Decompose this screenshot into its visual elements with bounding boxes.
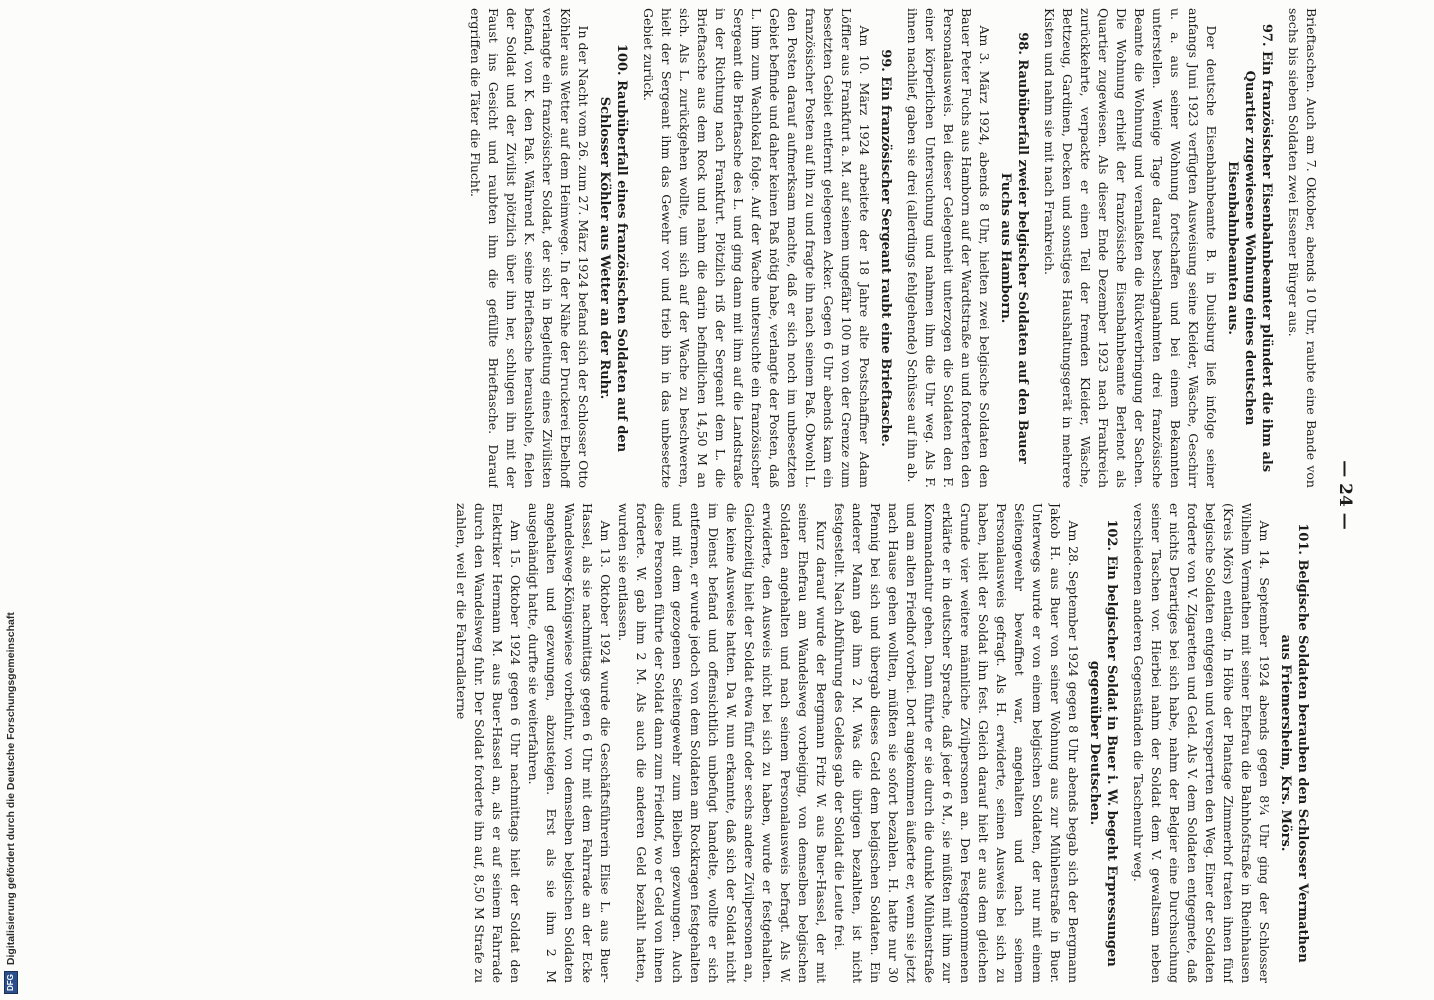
section-heading-101: 101. Belgische Soldaten berauben den Schlosser Vermathen aus Friemersheim, Krs. Mörs. — [1278, 523, 1310, 963]
digitization-stamp — [4, 504, 18, 994]
section-100 — [466, 8, 630, 488]
section-97-paragraph: Der deutsche Eisenbahnbeamte B. in Duisburg ließ infolge seiner anfangs Juni 1923 verfügten Ausweisung seine Kleider, Wäsche, Geschirr u. a. aus seiner Wohnung fortschaffen und bei einem Bekannten unterstellen. Wenige Tage darauf beschlagnahmten drei französische Beamte die Wohnung und veranlaßten die Rückverbringung der Sachen. Die Wohnung erhielt der französische Eisenbahnbeamte Berlenot als Quartier zugewiesen. Als dieser Ende Dezember 1923 nach Frankreich zurückkehrte, verpackte er einen Teil der fremden Kleider, Wäsche, Bettzeug, Gardinen, Decken und sonstiges Haushaltungsgerät in mehrere Kisten und nahm sie mit nach Frankreich. — [1042, 8, 1219, 488]
digitization-stamp-text: Digitalisierung gefördert durch die Deutsche Forschungsgemeinschaft — [5, 612, 17, 966]
dfg-logo-icon: DFG — [4, 971, 18, 994]
section-heading-97: 97. Ein französischer Eisenbahnbeamter plündert die ihm als Quartier zugewiesene Wohnung eines deutschen Eisenbahnbeamten aus. — [1225, 23, 1274, 473]
section-102-paragraph-4: Am 15. Oktober 1924 gegen 6 Uhr nachmittags hielt der Soldat den Elektriker Hermann M. aus Buer-Hassel an, als er auf seinem Fahrrade durch den Wandelsweg fuhr. Der Soldat forderte ihn auf, 8,50 M Strafe zu zahlen, weil er die Fahrradlaterne — [454, 503, 523, 983]
section-102-paragraph-2: Kurz darauf wurde der Bergmann Fritz W. aus Buer-Hassel, der mit seiner Ehefrau am Wandelsweg vorbeiging, von demselben belgischen Soldaten angehalten und nach seinem Personalausweis befragt. Als W. erwiderte, den Ausweis nicht bei sich zu haben, wurde er festgehalten. Gleichzeitig hielt der Soldat etwa fünf oder sechs andere Zivilpersonen an, die keine Ausweise hatten. Da W. nun erkannte, daß sich der Soldat nicht im Dienst befand und offensichtlich unbefugt handelte, wollte er sich entfernen, er wurde jedoch von dem Soldaten am Rockkragen festgehalten und mit dem gezogenen Seitengewehr zum Bleiben gezwungen. Auch diese Personen führte der Soldat dann zum Friedhof, wo er Geld von ihnen forderte. W. gab ihm 2 M. Als auch die anderen Geld bezahlt hatten, wurden sie entlassen. — [616, 503, 829, 983]
section-98 — [903, 8, 1031, 488]
page-number: — 24 — — [1335, 460, 1355, 530]
section-heading-99: 99. Ein französischer Sergeant raubt eine Brieftasche. — [878, 49, 893, 447]
section-100-paragraph: In der Nacht vom 26. zum 27. März 1924 befand sich der Schlosser Otto Köhler aus Wetter auf dem Heimwege. In der Nähe der Druckerei Ebelhoff verlangte ein französischer Soldat, der sich in Begleitung eines Zivilisten befand, von K. den Paß. Während K. seine Brieftasche herausholte, fielen der Soldat und der Zivilist plötzlich über ihn her, schlugen ihn mit der Faust ins Gesicht und raubten ihm die gefüllte Brieftasche. Darauf ergriffen die Täter die Flucht. — [468, 8, 591, 488]
section-98-paragraph: Am 3. März 1924, abends 8 Uhr, hielten zwei belgische Soldaten den Bauer Peter Fuchs aus Hamborn auf der Wardtstraße an und forderten den Personalausweis. Bei dieser Gelegenheit unterzogen die Soldaten den F. einer körperlichen Untersuchung und nahmen ihm die Uhr weg. Als F. ihnen nachlief, gaben sie drei (allerdings fehlgehende) Schüsse auf ihn ab. — [905, 8, 992, 488]
section-101-paragraph: Am 14. September 1924 abends gegen 8¼ Uhr ging der Schlosser Wilhelm Vermathen mit seiner Ehefrau die Bahnhofstraße in Rheinhausen (Kreis Mörs) entlang. In Höhe der Plantage Zimmerhof traten ihnen fünf belgische Soldaten entgegen und versperrten den Weg. Einer der Soldaten forderte von V. Zigaretten und Geld. Als V. dem Soldaten entgegnete, daß er nichts Derartiges bei sich habe, nahm der Belgier eine Durchsuchung seiner Taschen vor. Hierbei nahm der Soldat dem V. gewaltsam neben verschiedenen anderen Gegenständen die Taschenuhr weg. — [1131, 503, 1272, 983]
left-column — [165, 8, 1320, 488]
section-99 — [639, 8, 894, 488]
continuation-paragraph: Brieftaschen. Auch am 7. Oktober, abends 10 Uhr, raubte eine Bande von sechs bis sieben Soldaten zwei Essener Bürger aus. — [1286, 8, 1319, 488]
section-97 — [1040, 8, 1275, 488]
section-101 — [1129, 503, 1311, 983]
section-heading-102: 102. Ein belgischer Soldat in Buer i. W. begeht Erpressungen gegenüber Deutschen. — [1087, 519, 1119, 967]
right-column — [165, 503, 1320, 983]
section-heading-100: 100. Raubüberfall eines französischen Soldaten auf den Schlosser Köhler aus Wetter an der Ruhr. — [597, 43, 629, 453]
section-heading-98: 98. Raubüberfall zweier belgischer Soldaten auf den Bauer Fuchs aus Hamborn. — [998, 32, 1030, 464]
section-102 — [452, 503, 1120, 983]
section-102-paragraph-3: Am 13. Oktober 1924 wurde die Geschäftsführerin Elise L. aus Buer-Hassel, als sie nachmittags gegen 6 Uhr mit dem Fahrrade an der Ecke Wandelsweg-Königswiese vorbeifuhr, von demselben belgischen Soldaten angehalten und gezwungen, abzusteigen. Erst als sie ihm 2 M ausgehändigt hatte, durfte sie weiterfahren. — [526, 503, 613, 983]
section-99-paragraph: Am 10. März 1924 arbeitete der 18 Jahre alte Postschaffner Adam Löffler aus Frankfurt a. M. auf seinem ungefähr 100 m von der Grenze zum besetzten Gebiet entfernt gelegenen Acker. Gegen 6 Uhr abends kam ein französischer Posten auf ihn zu und fragte ihn nach seinem Paß. Obwohl L. den Posten darauf aufmerksam machte, daß er sich noch im unbesetzten Gebiet befinde und daher keinen Paß nötig habe, verlangte der Posten, daß L. ihm zum Wachlokal folge. Auf der Wache untersuchte ein französischer Sergeant die Brieftasche des L. und ging dann mit ihm auf die Landstraße in der Richtung nach Frankfurt. Plötzlich riß der Sergeant dem L. die Brieftasche aus dem Rock und nahm die darin befindlichen 14,50 M an sich. Als L. zurückgehen wollte, um sich auf der Wache zu beschweren, hielt der Sergeant ihm das Gewehr vor und trieb ihn in das unbesetzte Gebiet zurück. — [641, 8, 872, 488]
section-102-paragraph-1: Am 28. September 1924 gegen 8 Uhr abends begab sich der Bergmann Jakob H. aus Buer von seiner Wohnung aus zur Mühlenstraße in Buer. Unterwegs wurde er von einem belgischen Soldaten, der nur mit einem Seitengewehr bewaffnet war, angehalten und nach seinem Personalausweis gefragt. Als H. erwiderte, seinen Ausweis bei sich zu haben, hielt der Soldat ihn fest. Gleich darauf hielt er aus dem gleichen Grunde vier weitere männliche Zivilpersonen an. Den Festgenommenen erklärte er in deutscher Sprache, daß jeder 6 M., sie müßten mit ihm zur Kommandantur gehen. Dann führte er sie durch die dunkle Mühlenstraße und am alten Friedhof vorbei. Dort angekommen äußerte er, wenn sie jetzt nach Hause gehen wollten, müßten sie sofort bezahlen. H. hatte nur 30 Pfennig bei sich und übergab dieses Geld dem belgischen Soldaten. Ein anderer Mann gab ihm 2 M. Was die übrigen bezahlten, ist nicht festgestellt. Nach Abführung des Geldes gab der Soldat die Leute frei. — [832, 503, 1081, 983]
